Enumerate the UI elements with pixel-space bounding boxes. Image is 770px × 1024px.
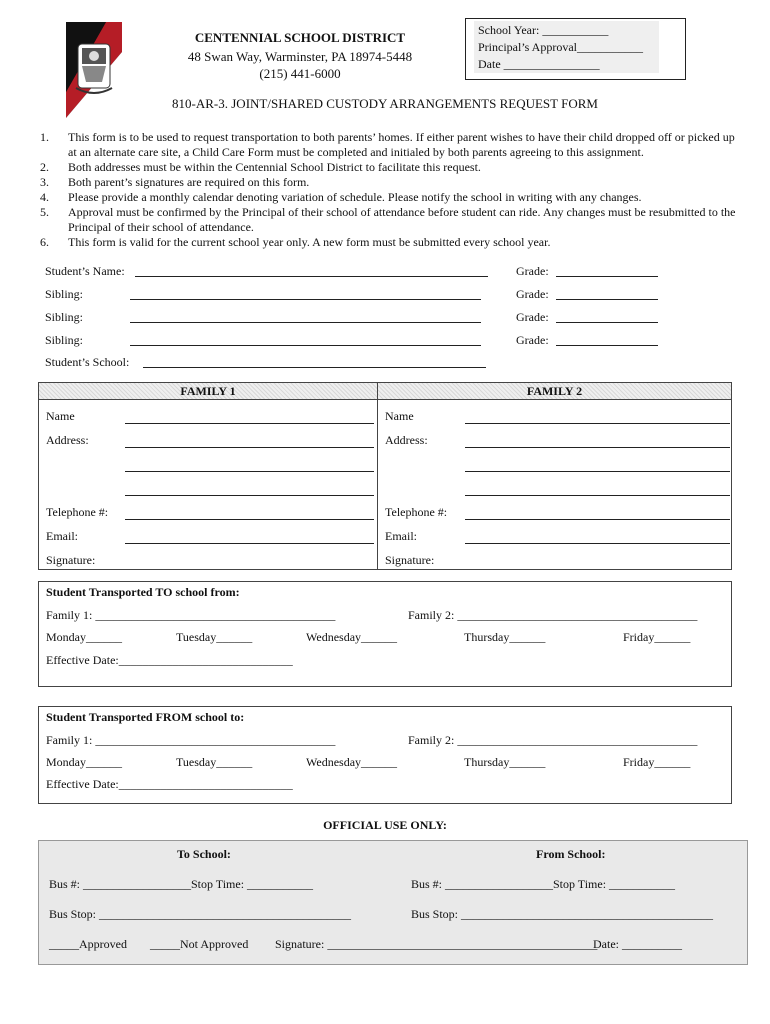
district-address: 48 Swan Way, Warminster, PA 18974-5448 [187, 49, 413, 64]
official-from-bus-stop-field[interactable]: Bus Stop: __________________________________________ [411, 907, 714, 921]
family-2-address-label: Address: [385, 433, 428, 447]
list-item: 4. Please provide a monthly calendar denoting variation of schedule. Please notify the school in writing with any changes. [40, 190, 642, 204]
student-grade-input[interactable] [556, 276, 658, 277]
grade-label: Grade: [516, 264, 549, 278]
family-1-name-input[interactable] [125, 423, 374, 424]
list-item: 5. Approval must be confirmed by the Principal of their school of attendance before student can ride. Any changes must be resubmitted to the Principal of their school of attendance. [40, 205, 736, 234]
sibling-label: Sibling: [45, 333, 84, 347]
to-effective-date-field[interactable]: Effective Date:_____________________________ [46, 653, 293, 667]
from-friday-field[interactable]: Friday______ [623, 755, 691, 769]
to-school-family-2-field[interactable]: Family 2: ________________________________________ [408, 608, 698, 622]
family-1-header: FAMILY 1 [39, 383, 377, 400]
official-to-school-heading: To School: [177, 847, 231, 861]
from-thursday-field[interactable]: Thursday______ [464, 755, 546, 769]
family-2-address-input[interactable] [465, 447, 730, 448]
family-2-address-input[interactable] [465, 471, 730, 472]
to-wednesday-field[interactable]: Wednesday______ [306, 630, 398, 644]
list-item: 1. This form is to be used to request transportation to both parents’ homes. If either parent wishes to have their child dropped off or picked up at an alternate care site, a Child Care Form must be completed and initialed by both parents agreeing to this assignment. [40, 130, 735, 159]
list-item: 3. Both parent’s signatures are required on this form. [40, 175, 310, 189]
from-school-family-2-field[interactable]: Family 2: ________________________________________ [408, 733, 698, 747]
student-school-input[interactable] [143, 367, 486, 368]
family-1-email-input[interactable] [125, 543, 374, 544]
family-table [38, 382, 732, 570]
official-from-school-heading: From School: [536, 847, 606, 861]
official-use-title: OFFICIAL USE ONLY: [323, 818, 447, 832]
sibling-label: Sibling: [45, 310, 84, 324]
sibling-1-grade-input[interactable] [556, 299, 658, 300]
family-2-name-input[interactable] [465, 423, 730, 424]
family-2-signature-label: Signature: [385, 553, 435, 567]
family-2-email-label: Email: [385, 529, 417, 543]
school-year-field[interactable]: School Year: ___________ [478, 23, 609, 37]
district-phone: (215) 441-6000 [259, 66, 341, 81]
grade-label: Grade: [516, 287, 549, 301]
from-effective-date-field[interactable]: Effective Date:_____________________________ [46, 777, 293, 791]
sibling-1-input[interactable] [130, 299, 481, 300]
to-thursday-field[interactable]: Thursday______ [464, 630, 546, 644]
official-to-bus-stop-field[interactable]: Bus Stop: __________________________________________ [49, 907, 352, 921]
district-name: CENTENNIAL SCHOOL DISTRICT [194, 30, 406, 45]
family-2-email-input[interactable] [465, 543, 730, 544]
to-school-family-1-field[interactable]: Family 1: ________________________________________ [46, 608, 336, 622]
sibling-2-grade-input[interactable] [556, 322, 658, 323]
family-1-address-input[interactable] [125, 471, 374, 472]
family-1-address-input[interactable] [125, 447, 374, 448]
grade-label: Grade: [516, 333, 549, 347]
admin-box [465, 18, 686, 80]
admin-date-field[interactable]: Date ________________ [478, 57, 600, 71]
to-tuesday-field[interactable]: Tuesday______ [176, 630, 253, 644]
family-2-telephone-label: Telephone #: [385, 505, 448, 519]
family-2-name-label: Name [385, 409, 414, 423]
official-to-bus-stop-time-field[interactable]: Bus #: __________________Stop Time: ___________ [49, 877, 314, 891]
not-approved-field[interactable]: _____Not Approved [150, 937, 249, 951]
official-use-section [38, 840, 748, 965]
instructions-list [40, 130, 740, 250]
family-1-telephone-label: Telephone #: [46, 505, 109, 519]
principal-approval-field[interactable]: Principal’s Approval___________ [478, 40, 643, 54]
official-from-bus-stop-time-field[interactable]: Bus #: __________________Stop Time: ___________ [411, 877, 676, 891]
list-item: 2. Both addresses must be within the Centennial School District to facilitate this request. [40, 160, 481, 174]
student-name-input[interactable] [135, 276, 488, 277]
to-monday-field[interactable]: Monday______ [46, 630, 122, 644]
from-school-family-1-field[interactable]: Family 1: ________________________________________ [46, 733, 336, 747]
family-2-address-input[interactable] [465, 495, 730, 496]
to-school-heading: Student Transported TO school from: [46, 585, 240, 599]
student-name-label: Student’s Name: [45, 264, 125, 278]
family-1-email-label: Email: [46, 529, 78, 543]
to-school-section [38, 581, 732, 687]
family-1-signature-label: Signature: [46, 553, 96, 567]
family-1-name-label: Name [46, 409, 75, 423]
official-signature-field[interactable]: Signature: _____________________________________________ [275, 937, 598, 951]
sibling-2-input[interactable] [130, 322, 481, 323]
family-2-header: FAMILY 2 [378, 383, 731, 400]
sibling-3-input[interactable] [130, 345, 481, 346]
list-item: 6. This form is valid for the current school year only. A new form must be submitted every school year. [40, 235, 551, 249]
to-friday-field[interactable]: Friday______ [623, 630, 691, 644]
family-1-telephone-input[interactable] [125, 519, 374, 520]
from-monday-field[interactable]: Monday______ [46, 755, 122, 769]
official-date-field[interactable]: Date: __________ [593, 937, 682, 951]
student-school-label: Student’s School: [45, 355, 130, 369]
family-1-address-label: Address: [46, 433, 89, 447]
grade-label: Grade: [516, 310, 549, 324]
from-school-heading: Student Transported FROM school to: [46, 710, 245, 724]
family-1-address-input[interactable] [125, 495, 374, 496]
form-title: 810-AR-3. JOINT/SHARED CUSTODY ARRANGEMENTS REQUEST FORM [172, 96, 598, 111]
approved-field[interactable]: _____Approved [49, 937, 127, 951]
from-wednesday-field[interactable]: Wednesday______ [306, 755, 398, 769]
sibling-3-grade-input[interactable] [556, 345, 658, 346]
sibling-label: Sibling: [45, 287, 84, 301]
from-tuesday-field[interactable]: Tuesday______ [176, 755, 253, 769]
family-2-telephone-input[interactable] [465, 519, 730, 520]
from-school-section [38, 706, 732, 804]
